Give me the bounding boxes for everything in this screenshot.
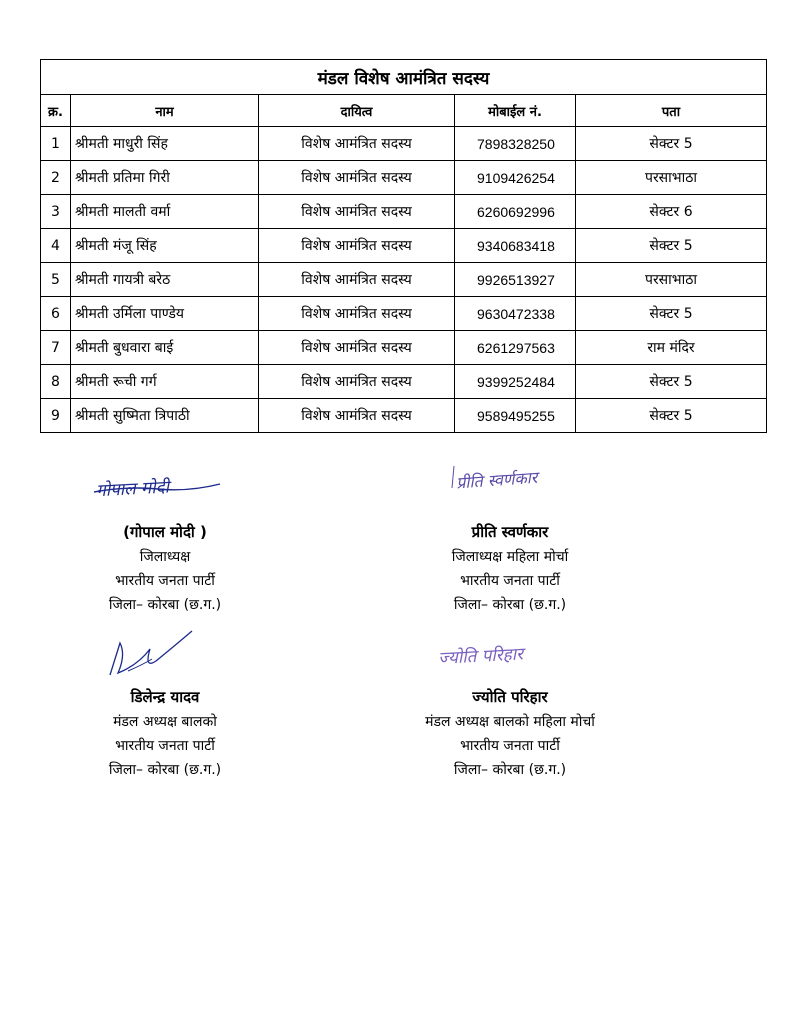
cell-mobile: 6260692996 [455, 195, 576, 229]
cell-address: परसाभाठा [576, 161, 767, 195]
cell-role: विशेष आमंत्रित सदस्य [259, 195, 455, 229]
signatory-party: भारतीय जनता पार्टी [115, 573, 215, 589]
header-address: पता [576, 95, 767, 127]
signatory-block-jyoti-parihar [345, 685, 675, 782]
signatory-party: भारतीय जनता पार्टी [460, 738, 560, 754]
cell-serial: 9 [41, 399, 71, 433]
table-row [41, 127, 767, 161]
signatory-designation: जिलाध्यक्ष महिला मोर्चा [451, 549, 569, 565]
cell-mobile: 7898328250 [455, 127, 576, 161]
table-row [41, 229, 767, 263]
cell-mobile: 9340683418 [455, 229, 576, 263]
cell-mobile: 6261297563 [455, 331, 576, 365]
signatory-district: जिला– कोरबा (छ.ग.) [108, 597, 222, 613]
cell-address: परसाभाठा [576, 263, 767, 297]
table-row [41, 297, 767, 331]
cell-address: सेक्टर 5 [576, 127, 767, 161]
cell-serial: 3 [41, 195, 71, 229]
signatory-block-dilendra-yadav [0, 685, 330, 782]
cell-name: श्रीमती उर्मिला पाण्डेय [71, 297, 259, 331]
signatory-district: जिला– कोरबा (छ.ग.) [108, 762, 222, 778]
table-header-row [41, 95, 767, 127]
table-row [41, 331, 767, 365]
signature-gopal-modi [88, 462, 228, 504]
cell-serial: 8 [41, 365, 71, 399]
table-row [41, 365, 767, 399]
cell-serial: 7 [41, 331, 71, 365]
signatory-name: डिलेन्द्र यादव [130, 688, 200, 706]
signatory-party: भारतीय जनता पार्टी [115, 738, 215, 754]
signature-text: प्रीति स्वर्णकार [455, 467, 538, 493]
cell-mobile: 9589495255 [455, 399, 576, 433]
cell-address: सेक्टर 5 [576, 365, 767, 399]
cell-address: सेक्टर 5 [576, 297, 767, 331]
signatory-designation: मंडल अध्यक्ष बालको महिला मोर्चा [425, 714, 595, 730]
cell-address: सेक्टर 6 [576, 195, 767, 229]
cell-name: श्रीमती गायत्री बरेठ [71, 263, 259, 297]
cell-serial: 1 [41, 127, 71, 161]
cell-serial: 4 [41, 229, 71, 263]
header-name: नाम [71, 95, 259, 127]
cell-role: विशेष आमंत्रित सदस्य [259, 161, 455, 195]
signature-jyoti-parihar [432, 632, 592, 674]
cell-mobile: 9926513927 [455, 263, 576, 297]
cell-role: विशेष आमंत्रित सदस्य [259, 263, 455, 297]
cell-name: श्रीमती माधुरी सिंह [71, 127, 259, 161]
cell-serial: 2 [41, 161, 71, 195]
header-role: दायित्व [259, 95, 455, 127]
table-row [41, 263, 767, 297]
cell-name: श्रीमती रूची गर्ग [71, 365, 259, 399]
signatory-district: जिला– कोरबा (छ.ग.) [453, 762, 567, 778]
signatory-name: ज्योति परिहार [472, 688, 548, 706]
cell-name: श्रीमती मंजू सिंह [71, 229, 259, 263]
cell-mobile: 9399252484 [455, 365, 576, 399]
cell-mobile: 9630472338 [455, 297, 576, 331]
signatory-block-gopal-modi [0, 520, 330, 617]
signatory-party: भारतीय जनता पार्टी [460, 573, 560, 589]
cell-role: विशेष आमंत्रित सदस्य [259, 331, 455, 365]
signatory-designation: जिलाध्यक्ष [139, 549, 191, 565]
cell-serial: 5 [41, 263, 71, 297]
cell-mobile: 9109426254 [455, 161, 576, 195]
cell-name: श्रीमती प्रतिमा गिरी [71, 161, 259, 195]
signature-text: गोपाल मोदी [95, 477, 170, 502]
cell-role: विशेष आमंत्रित सदस्य [259, 399, 455, 433]
signatory-name: (गोपाल मोदी ) [123, 523, 207, 541]
signatory-district: जिला– कोरबा (छ.ग.) [453, 597, 567, 613]
signatory-block-preeti-swarnkar [345, 520, 675, 617]
signature-preeti-swarnkar [450, 458, 590, 498]
signature-dilendra-yadav [98, 625, 198, 683]
table-row [41, 161, 767, 195]
header-serial: क्र. [41, 95, 71, 127]
cell-name: श्रीमती बुधवारा बाई [71, 331, 259, 365]
table-title-row [41, 60, 767, 95]
cell-address: राम मंदिर [576, 331, 767, 365]
members-table [40, 59, 767, 433]
cell-role: विशेष आमंत्रित सदस्य [259, 229, 455, 263]
cell-address: सेक्टर 5 [576, 399, 767, 433]
signatory-name: प्रीति स्वर्णकार [471, 523, 549, 541]
cell-serial: 6 [41, 297, 71, 331]
cell-role: विशेष आमंत्रित सदस्य [259, 127, 455, 161]
cell-name: श्रीमती मालती वर्मा [71, 195, 259, 229]
signature-text: ज्योति परिहार [437, 644, 524, 669]
table-row [41, 399, 767, 433]
cell-address: सेक्टर 5 [576, 229, 767, 263]
table-row [41, 195, 767, 229]
cell-name: श्रीमती सुष्मिता त्रिपाठी [71, 399, 259, 433]
cell-role: विशेष आमंत्रित सदस्य [259, 297, 455, 331]
header-mobile: मोबाईल नं. [455, 95, 576, 127]
cell-role: विशेष आमंत्रित सदस्य [259, 365, 455, 399]
table-title: मंडल विशेष आमंत्रित सदस्य [41, 60, 767, 95]
signatory-designation: मंडल अध्यक्ष बालको [113, 714, 217, 730]
